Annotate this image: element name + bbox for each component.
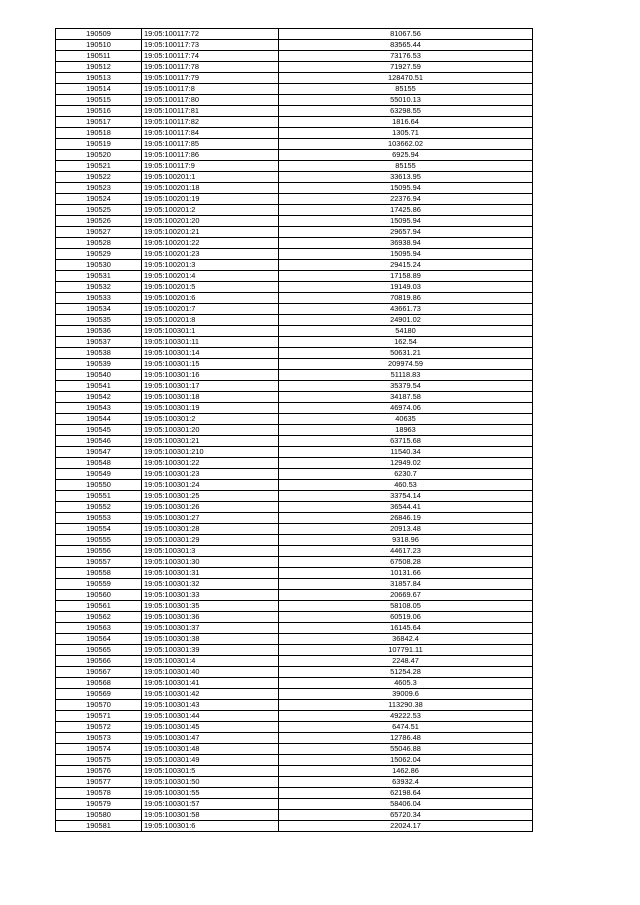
table-row: [56, 645, 533, 656]
row-id-cell: 190544: [56, 414, 142, 425]
row-id-cell: 190558: [56, 568, 142, 579]
row-id-cell: 190533: [56, 293, 142, 304]
reference-cell: 19:05:100201:6: [142, 293, 279, 304]
amount-cell: 31857.84: [279, 579, 533, 590]
table-row: [56, 392, 533, 403]
table-row: [56, 722, 533, 733]
amount-cell: 60519.06: [279, 612, 533, 623]
table-row: [56, 106, 533, 117]
amount-cell: 71927.59: [279, 62, 533, 73]
row-id-cell: 190562: [56, 612, 142, 623]
table-row: [56, 117, 533, 128]
row-id-cell: 190551: [56, 491, 142, 502]
row-id-cell: 190567: [56, 667, 142, 678]
table-row: [56, 436, 533, 447]
amount-cell: 22376.94: [279, 194, 533, 205]
table-row: [56, 62, 533, 73]
row-id-cell: 190521: [56, 161, 142, 172]
amount-cell: 20669.67: [279, 590, 533, 601]
reference-cell: 19:05:100117:9: [142, 161, 279, 172]
reference-cell: 19:05:100301:18: [142, 392, 279, 403]
reference-cell: 19:05:100301:49: [142, 755, 279, 766]
table-row: [56, 491, 533, 502]
reference-cell: 19:05:100301:11: [142, 337, 279, 348]
table-row: [56, 656, 533, 667]
reference-cell: 19:05:100301:22: [142, 458, 279, 469]
reference-cell: 19:05:100301:43: [142, 700, 279, 711]
table-row: [56, 623, 533, 634]
reference-cell: 19:05:100301:4: [142, 656, 279, 667]
table-row: [56, 458, 533, 469]
amount-cell: 107791.11: [279, 645, 533, 656]
amount-cell: 209974.59: [279, 359, 533, 370]
row-id-cell: 190547: [56, 447, 142, 458]
row-id-cell: 190517: [56, 117, 142, 128]
reference-cell: 19:05:100301:30: [142, 557, 279, 568]
table-row: [56, 161, 533, 172]
table-row: [56, 755, 533, 766]
table-row: [56, 480, 533, 491]
row-id-cell: 190534: [56, 304, 142, 315]
row-id-cell: 190572: [56, 722, 142, 733]
amount-cell: 24901.02: [279, 315, 533, 326]
row-id-cell: 190563: [56, 623, 142, 634]
reference-cell: 19:05:100301:39: [142, 645, 279, 656]
table-row: [56, 634, 533, 645]
table-row: [56, 139, 533, 150]
amount-cell: 34187.58: [279, 392, 533, 403]
table-row: [56, 425, 533, 436]
table-row: [56, 689, 533, 700]
amount-cell: 2248.47: [279, 656, 533, 667]
table-row: [56, 282, 533, 293]
table-row: [56, 172, 533, 183]
reference-cell: 19:05:100301:5: [142, 766, 279, 777]
reference-cell: 19:05:100301:27: [142, 513, 279, 524]
amount-cell: 19149.03: [279, 282, 533, 293]
reference-cell: 19:05:100117:86: [142, 150, 279, 161]
row-id-cell: 190553: [56, 513, 142, 524]
table-row: [56, 370, 533, 381]
amount-cell: 55010.13: [279, 95, 533, 106]
reference-cell: 19:05:100301:29: [142, 535, 279, 546]
amount-cell: 17425.86: [279, 205, 533, 216]
table-row: [56, 271, 533, 282]
table-row: [56, 667, 533, 678]
reference-cell: 19:05:100301:2: [142, 414, 279, 425]
reference-cell: 19:05:100301:33: [142, 590, 279, 601]
amount-cell: 33754.14: [279, 491, 533, 502]
amount-cell: 40635: [279, 414, 533, 425]
table-row: [56, 414, 533, 425]
reference-cell: 19:05:100117:81: [142, 106, 279, 117]
row-id-cell: 190523: [56, 183, 142, 194]
table-row: [56, 51, 533, 62]
reference-cell: 19:05:100301:14: [142, 348, 279, 359]
amount-cell: 62198.64: [279, 788, 533, 799]
row-id-cell: 190540: [56, 370, 142, 381]
row-id-cell: 190526: [56, 216, 142, 227]
amount-cell: 103662.02: [279, 139, 533, 150]
reference-cell: 19:05:100301:20: [142, 425, 279, 436]
row-id-cell: 190574: [56, 744, 142, 755]
table-row: [56, 95, 533, 106]
row-id-cell: 190524: [56, 194, 142, 205]
amount-cell: 55046.88: [279, 744, 533, 755]
row-id-cell: 190513: [56, 73, 142, 84]
amount-cell: 6474.51: [279, 722, 533, 733]
amount-cell: 67508.28: [279, 557, 533, 568]
reference-cell: 19:05:100301:41: [142, 678, 279, 689]
table-row: [56, 216, 533, 227]
reference-cell: 19:05:100301:38: [142, 634, 279, 645]
reference-cell: 19:05:100301:26: [142, 502, 279, 513]
row-id-cell: 190522: [56, 172, 142, 183]
table-row: [56, 84, 533, 95]
amount-cell: 63715.68: [279, 436, 533, 447]
row-id-cell: 190554: [56, 524, 142, 535]
amount-cell: 15062.04: [279, 755, 533, 766]
row-id-cell: 190532: [56, 282, 142, 293]
reference-cell: 19:05:100117:74: [142, 51, 279, 62]
amount-cell: 63932.4: [279, 777, 533, 788]
reference-cell: 19:05:100201:23: [142, 249, 279, 260]
row-id-cell: 190557: [56, 557, 142, 568]
reference-cell: 19:05:100301:42: [142, 689, 279, 700]
reference-cell: 19:05:100301:45: [142, 722, 279, 733]
row-id-cell: 190529: [56, 249, 142, 260]
row-id-cell: 190536: [56, 326, 142, 337]
reference-cell: 19:05:100117:8: [142, 84, 279, 95]
table-row: [56, 590, 533, 601]
table-row: [56, 799, 533, 810]
table-row: [56, 205, 533, 216]
table-row: [56, 788, 533, 799]
table-row: [56, 293, 533, 304]
row-id-cell: 190546: [56, 436, 142, 447]
row-id-cell: 190514: [56, 84, 142, 95]
reference-cell: 19:05:100201:19: [142, 194, 279, 205]
table-row: [56, 128, 533, 139]
reference-cell: 19:05:100301:58: [142, 810, 279, 821]
amount-cell: 58406.04: [279, 799, 533, 810]
reference-cell: 19:05:100301:47: [142, 733, 279, 744]
reference-cell: 19:05:100301:210: [142, 447, 279, 458]
amount-cell: 12949.02: [279, 458, 533, 469]
table-row: [56, 601, 533, 612]
table-row: [56, 524, 533, 535]
amount-cell: 18963: [279, 425, 533, 436]
amount-cell: 128470.51: [279, 73, 533, 84]
amount-cell: 85155: [279, 161, 533, 172]
row-id-cell: 190549: [56, 469, 142, 480]
reference-cell: 19:05:100301:57: [142, 799, 279, 810]
row-id-cell: 190550: [56, 480, 142, 491]
row-id-cell: 190566: [56, 656, 142, 667]
reference-cell: 19:05:100201:7: [142, 304, 279, 315]
table-row: [56, 766, 533, 777]
amount-cell: 35379.54: [279, 381, 533, 392]
amount-cell: 26846.19: [279, 513, 533, 524]
reference-cell: 19:05:100201:22: [142, 238, 279, 249]
row-id-cell: 190516: [56, 106, 142, 117]
reference-cell: 19:05:100117:82: [142, 117, 279, 128]
amount-cell: 9318.96: [279, 535, 533, 546]
reference-cell: 19:05:100117:79: [142, 73, 279, 84]
row-id-cell: 190565: [56, 645, 142, 656]
amount-cell: 73176.53: [279, 51, 533, 62]
row-id-cell: 190581: [56, 821, 142, 832]
reference-cell: 19:05:100117:85: [142, 139, 279, 150]
amount-cell: 1462.86: [279, 766, 533, 777]
amount-cell: 16145.64: [279, 623, 533, 634]
table-row: [56, 469, 533, 480]
row-id-cell: 190556: [56, 546, 142, 557]
amount-cell: 81067.56: [279, 29, 533, 40]
reference-cell: 19:05:100301:32: [142, 579, 279, 590]
amount-cell: 51254.28: [279, 667, 533, 678]
table-row: [56, 315, 533, 326]
row-id-cell: 190531: [56, 271, 142, 282]
reference-cell: 19:05:100201:21: [142, 227, 279, 238]
reference-cell: 19:05:100201:3: [142, 260, 279, 271]
table-row: [56, 403, 533, 414]
row-id-cell: 190519: [56, 139, 142, 150]
reference-cell: 19:05:100117:80: [142, 95, 279, 106]
row-id-cell: 190577: [56, 777, 142, 788]
table-row: [56, 150, 533, 161]
reference-cell: 19:05:100301:37: [142, 623, 279, 634]
amount-cell: 113290.38: [279, 700, 533, 711]
table-row: [56, 513, 533, 524]
reference-cell: 19:05:100301:16: [142, 370, 279, 381]
row-id-cell: 190576: [56, 766, 142, 777]
reference-cell: 19:05:100301:23: [142, 469, 279, 480]
reference-cell: 19:05:100301:24: [142, 480, 279, 491]
row-id-cell: 190535: [56, 315, 142, 326]
amount-cell: 43661.73: [279, 304, 533, 315]
amount-cell: 1816.64: [279, 117, 533, 128]
reference-cell: 19:05:100301:21: [142, 436, 279, 447]
row-id-cell: 190552: [56, 502, 142, 513]
amount-cell: 63298.55: [279, 106, 533, 117]
amount-cell: 15095.94: [279, 249, 533, 260]
amount-cell: 11540.34: [279, 447, 533, 458]
amount-cell: 22024.17: [279, 821, 533, 832]
row-id-cell: 190509: [56, 29, 142, 40]
table-row: [56, 821, 533, 832]
row-id-cell: 190537: [56, 337, 142, 348]
amount-cell: 58108.05: [279, 601, 533, 612]
table-row: [56, 238, 533, 249]
row-id-cell: 190564: [56, 634, 142, 645]
table-row: [56, 348, 533, 359]
row-id-cell: 190571: [56, 711, 142, 722]
table-body: [56, 29, 533, 832]
reference-cell: 19:05:100301:35: [142, 601, 279, 612]
amount-cell: 85155: [279, 84, 533, 95]
table-row: [56, 447, 533, 458]
amount-cell: 70819.86: [279, 293, 533, 304]
table-row: [56, 546, 533, 557]
reference-cell: 19:05:100301:28: [142, 524, 279, 535]
row-id-cell: 190573: [56, 733, 142, 744]
table-row: [56, 183, 533, 194]
reference-cell: 19:05:100117:78: [142, 62, 279, 73]
amount-cell: 29415.24: [279, 260, 533, 271]
reference-cell: 19:05:100301:1: [142, 326, 279, 337]
table-row: [56, 557, 533, 568]
reference-cell: 19:05:100201:18: [142, 183, 279, 194]
row-id-cell: 190575: [56, 755, 142, 766]
table-row: [56, 29, 533, 40]
row-id-cell: 190548: [56, 458, 142, 469]
amount-cell: 39009.6: [279, 689, 533, 700]
amount-cell: 17158.89: [279, 271, 533, 282]
row-id-cell: 190527: [56, 227, 142, 238]
reference-cell: 19:05:100201:2: [142, 205, 279, 216]
amount-cell: 460.53: [279, 480, 533, 491]
row-id-cell: 190510: [56, 40, 142, 51]
amount-cell: 10131.66: [279, 568, 533, 579]
table-row: [56, 568, 533, 579]
amount-cell: 162.54: [279, 337, 533, 348]
amount-cell: 29657.94: [279, 227, 533, 238]
table-row: [56, 381, 533, 392]
reference-cell: 19:05:100201:1: [142, 172, 279, 183]
reference-cell: 19:05:100201:4: [142, 271, 279, 282]
reference-cell: 19:05:100201:5: [142, 282, 279, 293]
reference-cell: 19:05:100117:73: [142, 40, 279, 51]
row-id-cell: 190568: [56, 678, 142, 689]
reference-cell: 19:05:100301:17: [142, 381, 279, 392]
row-id-cell: 190511: [56, 51, 142, 62]
amount-cell: 6925.94: [279, 150, 533, 161]
row-id-cell: 190580: [56, 810, 142, 821]
amount-cell: 33613.95: [279, 172, 533, 183]
table-row: [56, 249, 533, 260]
reference-cell: 19:05:100301:55: [142, 788, 279, 799]
amount-cell: 36544.41: [279, 502, 533, 513]
amount-cell: 51118.83: [279, 370, 533, 381]
row-id-cell: 190560: [56, 590, 142, 601]
row-id-cell: 190578: [56, 788, 142, 799]
row-id-cell: 190542: [56, 392, 142, 403]
amount-cell: 54180: [279, 326, 533, 337]
amount-cell: 50631.21: [279, 348, 533, 359]
amount-cell: 20913.48: [279, 524, 533, 535]
table-row: [56, 40, 533, 51]
table-row: [56, 744, 533, 755]
reference-cell: 19:05:100301:3: [142, 546, 279, 557]
reference-cell: 19:05:100301:40: [142, 667, 279, 678]
row-id-cell: 190520: [56, 150, 142, 161]
row-id-cell: 190555: [56, 535, 142, 546]
amount-cell: 36842.4: [279, 634, 533, 645]
reference-cell: 19:05:100301:44: [142, 711, 279, 722]
reference-cell: 19:05:100301:31: [142, 568, 279, 579]
reference-cell: 19:05:100117:84: [142, 128, 279, 139]
reference-cell: 19:05:100301:25: [142, 491, 279, 502]
table-row: [56, 711, 533, 722]
reference-cell: 19:05:100301:19: [142, 403, 279, 414]
table-row: [56, 612, 533, 623]
row-id-cell: 190528: [56, 238, 142, 249]
table-row: [56, 304, 533, 315]
reference-cell: 19:05:100117:72: [142, 29, 279, 40]
amount-cell: 46974.06: [279, 403, 533, 414]
data-table: [55, 28, 533, 832]
table-row: [56, 326, 533, 337]
table-row: [56, 502, 533, 513]
reference-cell: 19:05:100201:20: [142, 216, 279, 227]
row-id-cell: 190525: [56, 205, 142, 216]
row-id-cell: 190543: [56, 403, 142, 414]
reference-cell: 19:05:100201:8: [142, 315, 279, 326]
row-id-cell: 190561: [56, 601, 142, 612]
row-id-cell: 190518: [56, 128, 142, 139]
row-id-cell: 190570: [56, 700, 142, 711]
table-row: [56, 733, 533, 744]
row-id-cell: 190541: [56, 381, 142, 392]
reference-cell: 19:05:100301:15: [142, 359, 279, 370]
amount-cell: 65720.34: [279, 810, 533, 821]
table-row: [56, 194, 533, 205]
amount-cell: 6230.7: [279, 469, 533, 480]
amount-cell: 4605.3: [279, 678, 533, 689]
amount-cell: 83565.44: [279, 40, 533, 51]
amount-cell: 44617.23: [279, 546, 533, 557]
reference-cell: 19:05:100301:48: [142, 744, 279, 755]
amount-cell: 36938.94: [279, 238, 533, 249]
amount-cell: 15095.94: [279, 216, 533, 227]
row-id-cell: 190579: [56, 799, 142, 810]
table-row: [56, 535, 533, 546]
row-id-cell: 190538: [56, 348, 142, 359]
row-id-cell: 190569: [56, 689, 142, 700]
table-row: [56, 260, 533, 271]
table-row: [56, 579, 533, 590]
table-row: [56, 678, 533, 689]
amount-cell: 1305.71: [279, 128, 533, 139]
reference-cell: 19:05:100301:6: [142, 821, 279, 832]
reference-cell: 19:05:100301:36: [142, 612, 279, 623]
table-row: [56, 700, 533, 711]
row-id-cell: 190559: [56, 579, 142, 590]
table-row: [56, 227, 533, 238]
table-row: [56, 810, 533, 821]
row-id-cell: 190545: [56, 425, 142, 436]
table-row: [56, 777, 533, 788]
row-id-cell: 190512: [56, 62, 142, 73]
amount-cell: 49222.53: [279, 711, 533, 722]
table-row: [56, 359, 533, 370]
amount-cell: 12786.48: [279, 733, 533, 744]
amount-cell: 15095.94: [279, 183, 533, 194]
row-id-cell: 190515: [56, 95, 142, 106]
table-row: [56, 73, 533, 84]
row-id-cell: 190530: [56, 260, 142, 271]
table-row: [56, 337, 533, 348]
row-id-cell: 190539: [56, 359, 142, 370]
reference-cell: 19:05:100301:50: [142, 777, 279, 788]
